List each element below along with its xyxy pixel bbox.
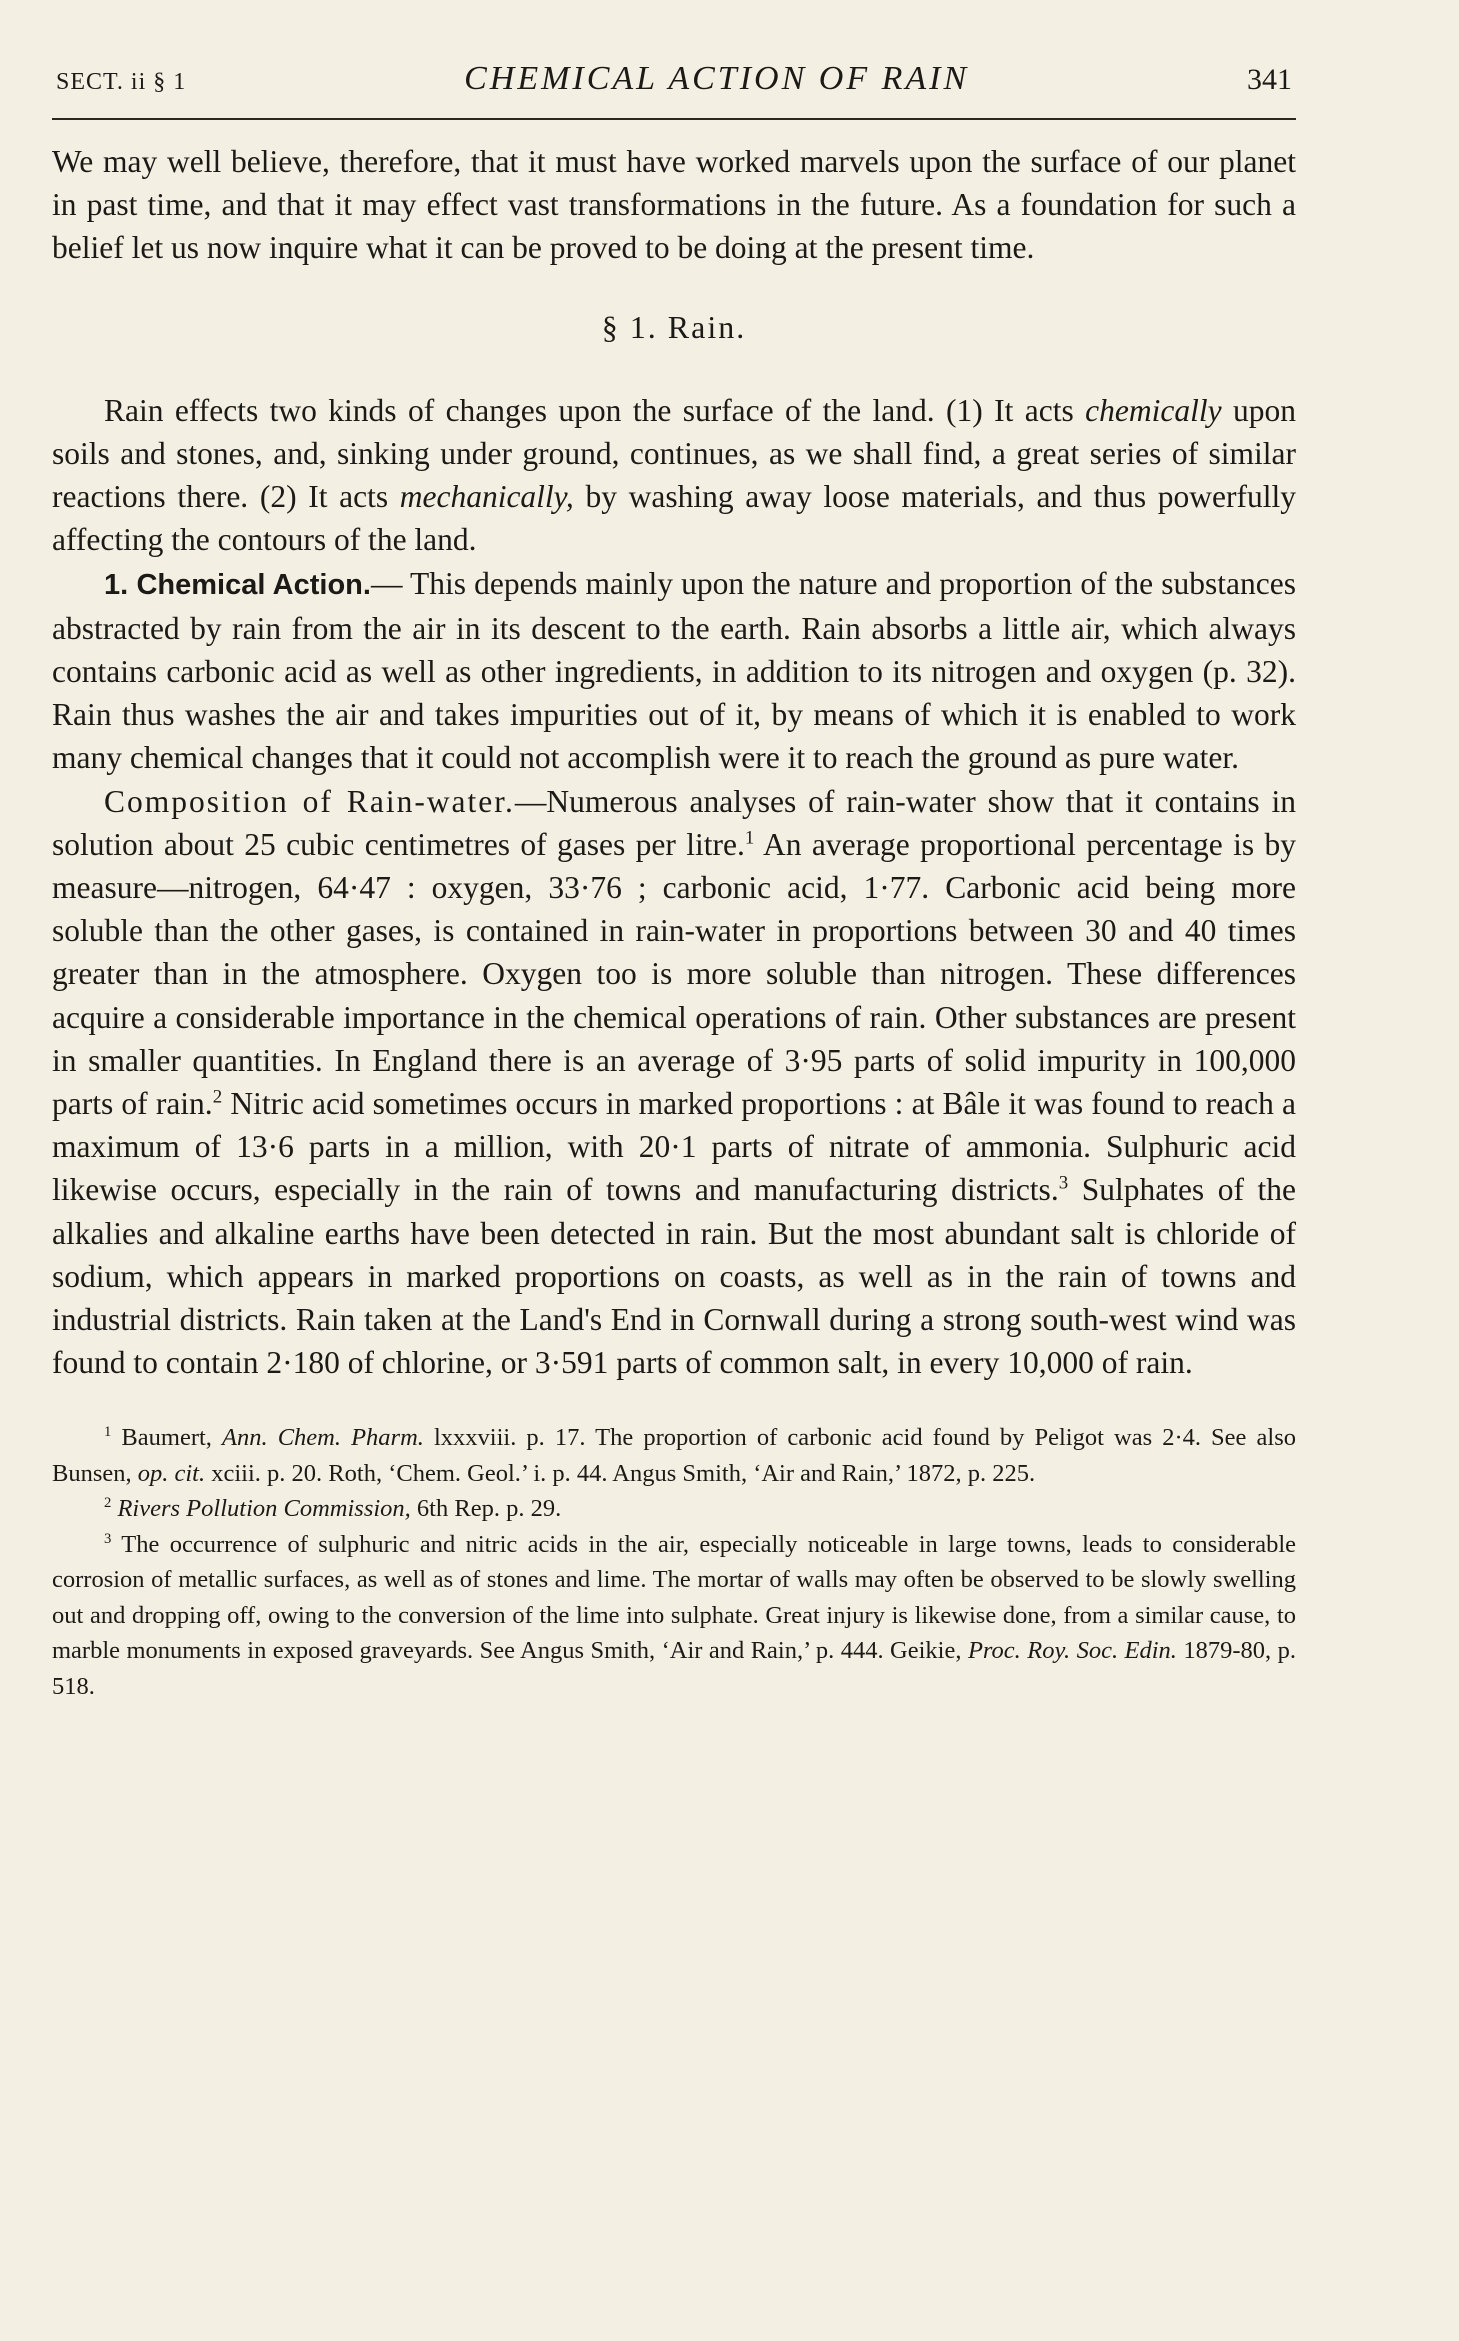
text-run: Sulphates of the alkalies and alkaline earths have been detected in rain. But the most abundant salt is chloride of sodium, which appears in marked proportions on coasts, as well as in the rain of towns and industrial districts. Rain taken at the Land's End in Cornwall during a strong south-west wind was found to contain 2·180 of chlorine, or 3·591 parts of common salt, in every 10,000 of rain.: [52, 1172, 1297, 1381]
footnote-mark: 2: [104, 1495, 112, 1512]
italic-term: chemically: [1085, 392, 1222, 428]
subsection-heading: 1. Chemical Action.: [104, 568, 371, 601]
text-run: Baumert,: [111, 1424, 223, 1452]
footnote-ref-2[interactable]: 2: [212, 1086, 223, 1108]
text-run: An average proportional percentage is by measure—nitrogen, 64·47 : oxygen, 33·76 ; carbonic acid, 1·77. Carbonic acid being more soluble than the other gases, is contained in rain-water in proportions between 30 and 40 times greater than in the atmosphere. Oxygen too is more soluble than nitrogen. These differences acquire a considerable importance in the chemical operations of rain. Other substances are present in smaller quantities. In England there is an average of 3·95 parts of solid impurity in 100,000 parts of rain.: [52, 826, 1296, 1122]
running-head: [52, 60, 1296, 120]
italic-term: mechanically,: [399, 479, 574, 515]
citation-title: op. cit.: [137, 1459, 206, 1487]
footnote-2: [52, 1491, 1296, 1527]
text-run: 1879-80, p. 518.: [52, 1637, 1296, 1700]
text-run: The occurrence of sulphuric and nitric acids in the air, especially noticeable in large towns, leads to considerable corrosion of metallic surfaces, as well as of stones and lime. The mortar of walls may often be observed to be slowly swelling out and dropping off, owing to the conversion of the lime into sulphate. Great injury is likewise done, from a similar cause, to marble monuments in exposed graveyards. See Angus Smith, ‘Air and Rain,’ p. 444. Geikie,: [52, 1530, 1296, 1665]
citation-title: Rivers Pollution Commission,: [111, 1495, 411, 1523]
footnote-mark: 3: [104, 1530, 112, 1547]
paragraph-composition: [52, 780, 1296, 1385]
footnote-mark: 1: [104, 1424, 112, 1441]
main-text: [52, 140, 1296, 1384]
text-run: — This depends mainly upon the nature and proportion of the substances abstracted by rain from the air in its descent to the earth. Rain absorbs a little air, which always contains carbonic acid as well as other ingredients, in addition to its nitrogen and oxygen (p. 32). Rain thus washes the air and takes impurities out of it, by means of which it is enabled to work many chemical changes that it could not accomplish were it to reach the ground as pure water.: [52, 565, 1297, 776]
footnote-1: [52, 1420, 1296, 1491]
text-run: Rain effects two kinds of changes upon the surface of the land. (1) It acts: [104, 392, 1086, 428]
intro-paragraph: We may well believe, therefore, that it must have worked marvels upon the surface of our planet in past time, and that it may effect vast transformations in the future. As a foundation for such a belief let us now inquire what it can be proved to be doing at the present time.: [52, 144, 1296, 266]
citation-title: Ann. Chem. Pharm.: [222, 1424, 424, 1452]
section-heading: § 1. Rain.: [601, 308, 747, 345]
footnote-ref-1[interactable]: 1: [744, 827, 755, 849]
section-reference: SECT. ii § 1: [56, 69, 187, 95]
paragraph-rain-changes: [52, 389, 1296, 562]
paragraph-chemical-action: [52, 562, 1296, 780]
text-run: xciii. p. 20. Roth, ‘Chem. Geol.’ i. p. 44. Angus Smith, ‘Air and Rain,’ 1872, p. 225.: [205, 1459, 1036, 1487]
text-run: by washing away loose materials, and thus powerfully affecting the contours of the land.: [52, 479, 1296, 558]
text-run: Nitric acid sometimes occurs in marked proportions : at Bâle it was found to reach a maximum of 13·6 parts in a million, with 20·1 parts of nitrate of ammonia. Sulphuric acid likewise occurs, especially in the rain of towns and manufacturing districts.: [52, 1086, 1296, 1208]
subsection-heading: Composition of Rain-water.: [104, 783, 515, 819]
text-run: lxxxviii. p. 17. The proportion of carbonic acid found by Peligot was 2·4. See also Bunsen,: [52, 1424, 1296, 1487]
text-run: —Numerous analyses of rain-water show that it contains in solution about 25 cubic centimetres of gases per litre.: [52, 783, 1296, 862]
footnote-ref-3[interactable]: 3: [1058, 1172, 1069, 1194]
page-number: 341: [1247, 63, 1292, 96]
text-run: 6th Rep. p. 29.: [410, 1495, 562, 1523]
footnotes: [52, 1420, 1296, 1704]
citation-title: Proc. Roy. Soc. Edin.: [967, 1637, 1177, 1665]
chapter-title: CHEMICAL ACTION OF RAIN: [464, 60, 970, 97]
footnote-3: [52, 1527, 1296, 1705]
text-run: upon soils and stones, and, sinking under ground, continues, as we shall find, a great series of similar reactions there. (2) It acts: [52, 392, 1297, 515]
